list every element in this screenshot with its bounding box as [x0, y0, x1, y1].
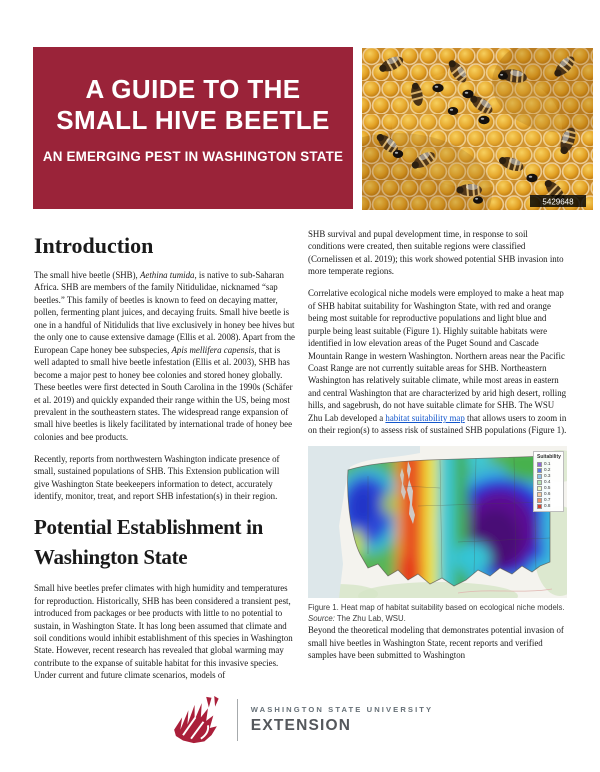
legend-swatch	[537, 468, 542, 473]
legend-label: 0.1	[544, 461, 551, 467]
hive-photo-art	[362, 48, 593, 210]
legend-swatch	[537, 462, 542, 467]
species-name: Apis mellifera capensis	[171, 344, 255, 355]
text-run: , that is well adapted to small hive beetle infestation (Ellis et al. 2003), SHB has become a major pest to honey bee colonies and stored honey globally. These beetles were first detected in South Carolina in the 1990s (Schäfer et al. 2019) and quickly expanded their range within the US, being most prevalent in the southeastern states. The widespread range expansion of small hive beetles is likely facilitated by international trade of honey bee colonies and bee products.	[34, 344, 293, 442]
hive-photo	[362, 48, 593, 210]
right-paragraph-2	[308, 287, 567, 436]
footer-divider	[237, 699, 238, 741]
text-run: , is native to sub-Saharan Africa. SHB are members of the family Nitidulidae, nicknamed “sap beetles.” This family of beetles is known to feed on decaying matter, pollen, fermenting plant juices, and decaying fruits. Small hive beetle is one in a handful of Nitidulids that live exclusively in honey bee hives but the only one to cause extensive damage (Ellis et al. 2008). Apart from the European Cape honey bee subspecies,	[34, 270, 295, 355]
species-name: Aethina tumida	[139, 270, 195, 280]
doc-title-line1: A GUIDE TO THE	[85, 74, 301, 104]
figure1	[308, 446, 567, 624]
legend-swatch	[537, 480, 542, 485]
legend-title: Suitability	[537, 454, 561, 461]
legend-row	[537, 503, 561, 509]
right-column	[308, 228, 567, 671]
photo-credit-number: 5429648	[542, 197, 574, 207]
figure1-legend	[533, 451, 564, 512]
figure1-legend-rows	[537, 461, 561, 509]
source-text: The Zhu Lab, WSU.	[334, 613, 406, 623]
wsu-cougar-logo-icon	[167, 694, 224, 746]
legend-label: 0.4	[544, 479, 551, 485]
legend-label: 0.6	[544, 491, 551, 497]
legend-label: 0.8	[544, 503, 551, 509]
legend-label: 0.5	[544, 485, 551, 491]
caption-source	[308, 614, 567, 625]
title-band	[33, 47, 353, 209]
footer-wordmark	[251, 705, 433, 735]
habitat-suitability-map-link[interactable]: habitat suitability map	[385, 412, 465, 423]
figure1-caption	[308, 603, 567, 624]
legend-label: 0.3	[544, 473, 551, 479]
intro-paragraph-2: Recently, reports from northwestern Washington indicate presence of small, sustained populations of SHB. This Extension publication will give Washington State beekeepers information to detect, accurately identify, monitor, treat, and report SHB infestation(s) in their region.	[34, 453, 280, 502]
intro-heading: Introduction	[34, 233, 154, 258]
intro-paragraph-1	[34, 269, 296, 443]
source-label: Source:	[308, 613, 335, 623]
heading-line: Potential Establishment in	[34, 515, 264, 540]
legend-swatch	[537, 474, 542, 479]
right-paragraph-3: Beyond the theoretical modeling that demonstrates potential invasion of small hive beetles in Washington State, recent reports and verified samples have been submitted to Washington	[308, 625, 564, 661]
text-run: that allows users to zoom in on their region(s) to assess risk of sustained SHB populations (Figure 1).	[308, 412, 567, 436]
legend-swatch	[537, 492, 542, 497]
heading-line: Washington State	[34, 545, 188, 570]
doc-subtitle: AN EMERGING PEST IN WASHINGTON STATE	[42, 149, 344, 164]
legend-label: 0.2	[544, 467, 551, 473]
establishment-paragraph-1: Small hive beetles prefer climates with high humidity and temperatures for reproduction. Historically, SHB has been considered a transient pest, introduced from packages or bee products with little to no potential to sustain, in Washington State. It has long been assumed that climate and soil conditions would inhibit establishment of this species in Washington State. However, recent research has revealed that global warming may contribute to the expanse of suitable habitat for this invasive species. Under current and future climate scenarios, models of	[34, 583, 293, 681]
text-run: The small hive beetle (SHB),	[34, 270, 140, 280]
figure1-map	[308, 446, 567, 598]
right-paragraph-1: SHB survival and pupal development time, in response to soil conditions were created, then suitable regions were classified (Cornelissen et al. 2019); this work showed potential SHB invasion into more temperate regions.	[308, 229, 564, 277]
establishment-heading	[34, 512, 296, 572]
extension-wordmark: EXTENSION	[250, 717, 352, 734]
footer	[0, 694, 600, 746]
legend-swatch	[537, 504, 542, 509]
legend-label: 0.7	[544, 497, 551, 503]
doc-title-line2: SMALL HIVE BEETLE	[56, 105, 330, 135]
legend-swatch	[537, 486, 542, 491]
text-run: Correlative ecological niche models were employed to make a heat map of SHB habitat suitability for Washington State, with red and orange being most suitable for reproductive populations and light blue and purple being least suitable (Figure 1). Highly suitable habitats were identified in low elevation areas of the Puget Sound and Cascade Mountain Range in western Washington. Northern areas near the Pacific Coast Range are not currently suitable areas for SHB. Northeastern Washington has relatively suitable climate, while most areas in eastern and central Washington that are characterized by arid high desert, rolling hills, and sagebrush, do not have suitable climate for SHB. The WSU Zhu Lab developed a	[308, 288, 567, 423]
left-column	[34, 233, 296, 691]
caption-text: Figure 1. Heat map of habitat suitability based on ecological niche models.	[308, 603, 565, 613]
legend-swatch	[537, 498, 542, 503]
university-name: WASHINGTON STATE UNIVERSITY	[250, 705, 434, 714]
